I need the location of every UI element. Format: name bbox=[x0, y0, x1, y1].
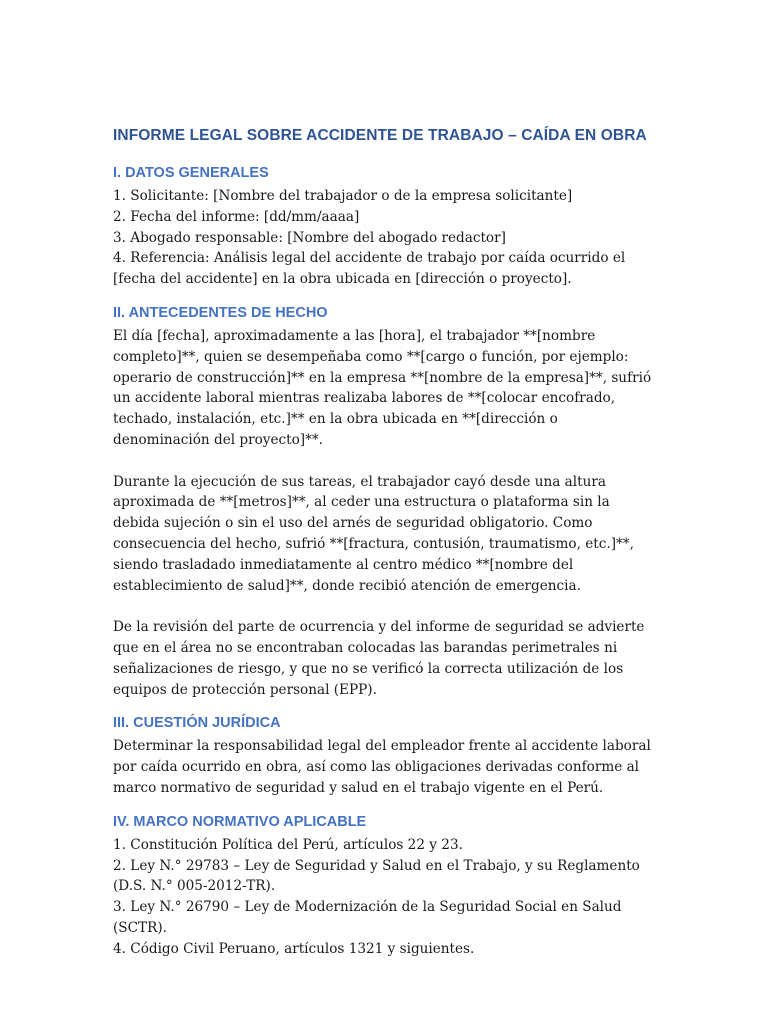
paragraph: Determinar la responsabilidad legal del empleador frente al accidente laboral por caída ocurrido en obra, así como las obligaciones derivadas conforme al marco normativo de seguridad y salud en el trabajo vigente en el Perú. bbox=[113, 738, 651, 796]
section-heading-datos-generales: I. DATOS GENERALES bbox=[113, 165, 269, 181]
section-heading-antecedentes: II. ANTECEDENTES DE HECHO bbox=[113, 304, 328, 321]
paragraph: Durante la ejecución de sus tareas, el trabajador cayó desde una altura aproximada de **[metros]**, al ceder una estructura o plataforma sin la debida sujeción o sin el uso del arnés de seguridad obligatorio. Como consecuencia del hecho, sufrió **[fractura, contusión, traumatismo, etc.]**, siendo trasladado inmediatamente al centro médico **[nombre del establecimiento de salud]**, donde recibió atención de emergencia. bbox=[113, 473, 634, 594]
section-cuestion-juridica bbox=[113, 712, 658, 798]
section-antecedentes bbox=[113, 302, 658, 700]
list-item: 2. Fecha del informe: [dd/mm/aaaa] bbox=[113, 208, 360, 225]
paragraph: El día [fecha], aproximadamente a las [hora], el trabajador **[nombre completo]**, quien se desempeñaba como **[cargo o función, por ejemplo: operario de construcción]** en la empresa **[nombre de la empresa]**, sufrió un accidente laboral mientras realizaba labores de **[colocar encofrado, techado, instalación, etc.]** en la obra ubicada en **[dirección o denominación del proyecto]**. bbox=[113, 327, 652, 448]
list-item: 2. Ley N.° 29783 – Ley de Seguridad y Salud en el Trabajo, y su Reglamento (D.S. N.° 005-2012-TR). bbox=[113, 857, 640, 895]
list-item: 1. Solicitante: [Nombre del trabajador o de la empresa solicitante] bbox=[113, 188, 573, 204]
paragraph-spacer bbox=[113, 596, 658, 617]
paragraph-spacer bbox=[113, 451, 658, 472]
document-title: INFORME LEGAL SOBRE ACCIDENTE DE TRABAJO – CAÍDA EN OBRA bbox=[113, 127, 647, 144]
section-datos-generales bbox=[113, 162, 658, 290]
section-heading-cuestion-juridica: III. CUESTIÓN JURÍDICA bbox=[113, 715, 281, 732]
list-item: 3. Abogado responsable: [Nombre del abogado redactor] bbox=[113, 229, 506, 246]
list-item: 3. Ley N.° 26790 – Ley de Modernización de la Seguridad Social en Salud (SCTR). bbox=[113, 899, 622, 936]
list-item: 4. Referencia: Análisis legal del accidente de trabajo por caída ocurrido el [fecha del accidente] en la obra ubicada en [dirección o proyecto]. bbox=[113, 250, 626, 288]
section-heading-marco-normativo: IV. MARCO NORMATIVO APLICABLE bbox=[113, 813, 367, 830]
list-item: 1. Constitución Política del Perú, artículos 22 y 23. bbox=[113, 836, 463, 853]
list-item: 4. Código Civil Peruano, artículos 1321 y siguientes. bbox=[113, 940, 475, 957]
section-marco-normativo bbox=[113, 811, 658, 960]
paragraph: De la revisión del parte de ocurrencia y del informe de seguridad se advierte que en el área no se encontraban colocadas las barandas perimetrales ni señalizaciones de riesgo, y que no se verificó la correcta utilización de los equipos de protección personal (EPP). bbox=[113, 619, 645, 698]
